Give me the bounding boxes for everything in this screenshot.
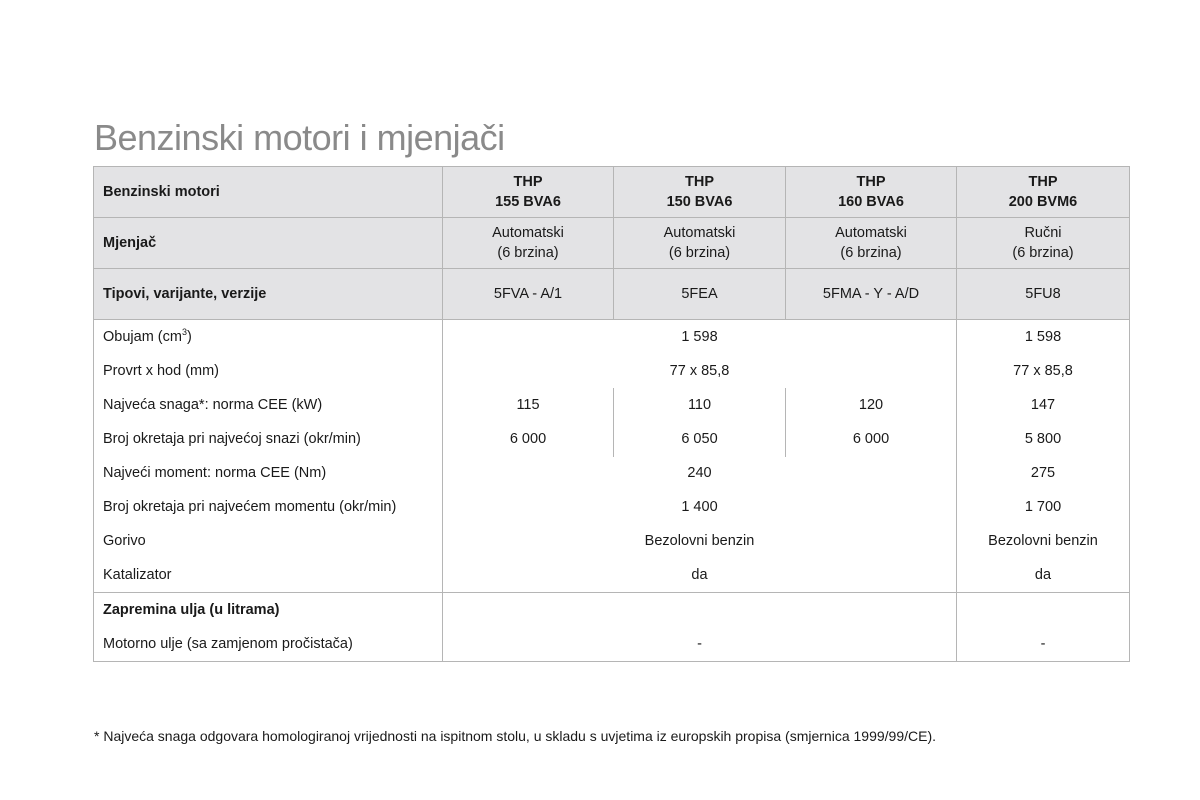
engine-header-3: THP 160 BVA6 [786,167,957,218]
bore-stroke-row [94,354,1130,388]
power-rpm-label: Broj okretaja pri najvećoj snazi (okr/min) [94,422,443,456]
gearbox-value-4: Ručni (6 brzina) [957,218,1130,269]
types-row [94,269,1130,320]
max-torque-shared: 240 [443,456,957,490]
footnote: * Najveća snaga odgovara homologiranoj vrijednosti na ispitnom stolu, u skladu s uvjetima iz europskih propisa (smjernica 1999/99/CE). [94,728,936,744]
engines-row [94,167,1130,218]
fuel-row [94,524,1130,558]
max-torque-row [94,456,1130,490]
catalyst-shared: da [443,558,957,593]
power-rpm-value-4: 5 800 [957,422,1130,456]
torque-rpm-label: Broj okretaja pri najvećem momentu (okr/min) [94,490,443,524]
oil-section-empty [443,593,957,628]
max-power-value-2: 110 [614,388,786,422]
bore-stroke-label: Provrt x hod (mm) [94,354,443,388]
engine-oil-label: Motorno ulje (sa zamjenom pročistača) [94,627,443,662]
catalyst-label: Katalizator [94,558,443,593]
torque-rpm-shared: 1 400 [443,490,957,524]
oil-section-row [94,593,1130,628]
engine-header-4: THP 200 BVM6 [957,167,1130,218]
gearbox-value-1: Automatski (6 brzina) [443,218,614,269]
fuel-label: Gorivo [94,524,443,558]
gearbox-row [94,218,1130,269]
type-value-2: 5FEA [614,269,786,320]
engines-label: Benzinski motori [94,167,443,218]
displacement-shared: 1 598 [443,320,957,355]
torque-rpm-row [94,490,1130,524]
engine-header-2: THP 150 BVA6 [614,167,786,218]
max-power-label: Najveća snaga*: norma CEE (kW) [94,388,443,422]
page-title: Benzinski motori i mjenjači [94,117,505,158]
torque-rpm-last: 1 700 [957,490,1130,524]
type-value-4: 5FU8 [957,269,1130,320]
fuel-last: Bezolovni benzin [957,524,1130,558]
type-value-3: 5FMA - Y - A/D [786,269,957,320]
bore-stroke-shared: 77 x 85,8 [443,354,957,388]
max-power-row [94,388,1130,422]
catalyst-last: da [957,558,1130,593]
power-separator-2 [785,389,786,457]
power-rpm-value-1: 6 000 [443,422,614,456]
gearbox-label: Mjenjač [94,218,443,269]
gearbox-value-2: Automatski (6 brzina) [614,218,786,269]
oil-section-label: Zapremina ulja (u litrama) [94,593,443,628]
fuel-shared: Bezolovni benzin [443,524,957,558]
engine-oil-last: - [957,627,1130,662]
max-power-value-1: 115 [443,388,614,422]
max-torque-label: Najveći moment: norma CEE (Nm) [94,456,443,490]
power-rpm-row [94,422,1130,456]
displacement-last: 1 598 [957,320,1130,355]
engine-header-1: THP 155 BVA6 [443,167,614,218]
engine-spec-table [93,166,1130,662]
types-label: Tipovi, varijante, verzije [94,269,443,320]
max-power-value-3: 120 [786,388,957,422]
engine-oil-shared: - [443,627,957,662]
oil-section-empty-last [957,593,1130,628]
gearbox-value-3: Automatski (6 brzina) [786,218,957,269]
type-value-1: 5FVA - A/1 [443,269,614,320]
power-rpm-value-2: 6 050 [614,422,786,456]
engine-oil-row [94,627,1130,662]
bore-stroke-last: 77 x 85,8 [957,354,1130,388]
displacement-row [94,320,1130,355]
power-separator-1 [613,389,614,457]
max-power-value-4: 147 [957,388,1130,422]
max-torque-last: 275 [957,456,1130,490]
catalyst-row [94,558,1130,593]
displacement-label: Obujam $(cm^3)$ [94,320,443,355]
power-rpm-value-3: 6 000 [786,422,957,456]
